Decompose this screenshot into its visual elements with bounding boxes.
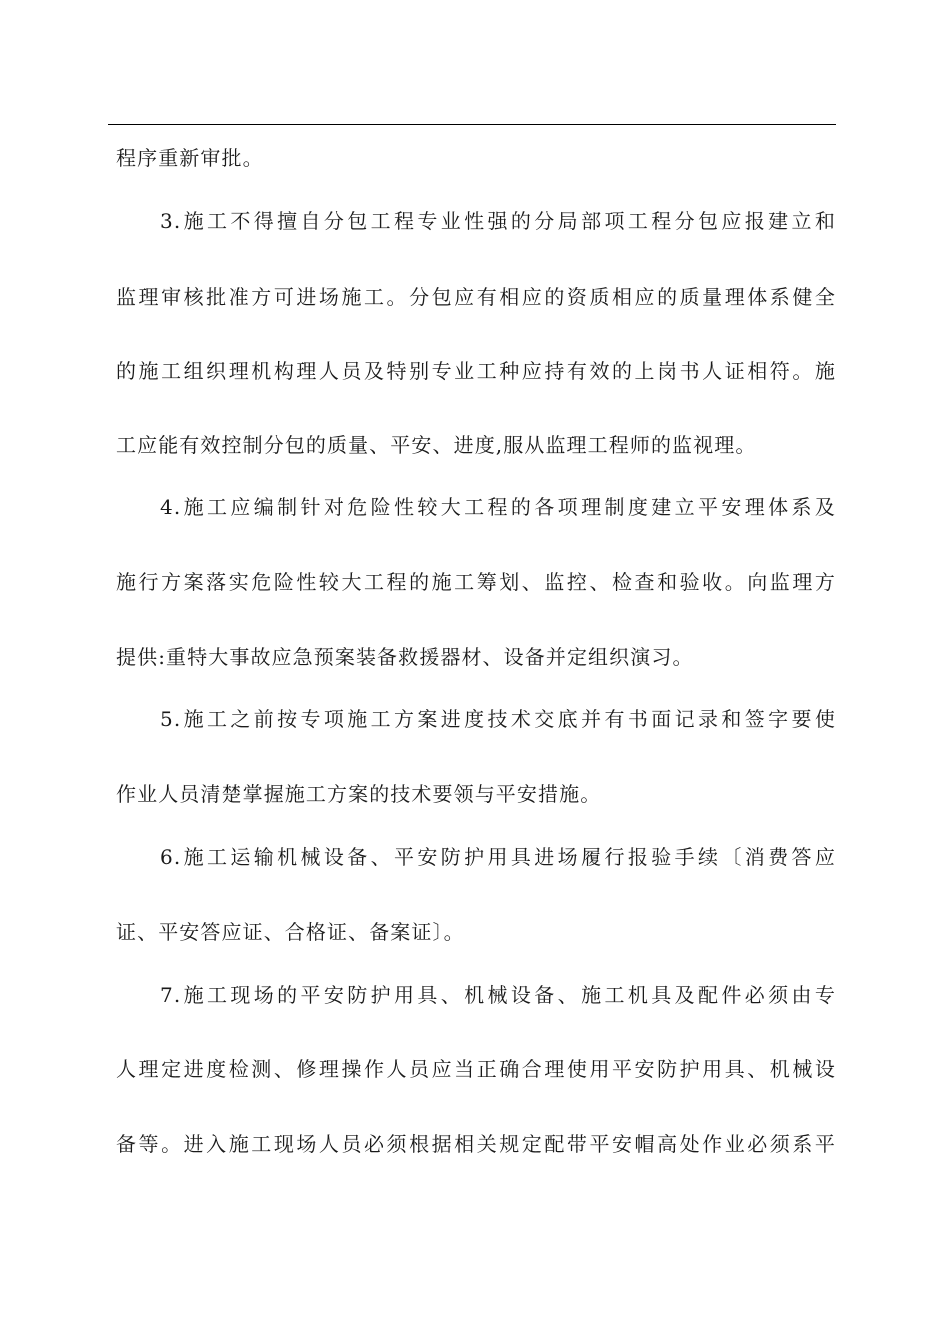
item-4-line-2: 施行方案落实危险性较大工程的施工筹划、监控、检查和验收。向监理方	[116, 570, 836, 594]
item-4-line-1: 4.施工应编制针对危险性较大工程的各项理制度建立平安理体系及	[160, 495, 836, 519]
item-7-line-2: 人理定进度检测、修理操作人员应当正确合理使用平安防护用具、机械设	[116, 1057, 836, 1081]
item-3-line-4: 工应能有效控制分包的质量、平安、进度,服从监理工程师的监视理。	[116, 433, 757, 457]
text-line-1: 程序重新审批。	[116, 146, 264, 170]
item-7-line-3: 备等。进入施工现场人员必须根据相关规定配带平安帽高处作业必须系平	[116, 1132, 836, 1156]
item-6-line-1: 6.施工运输机械设备、平安防护用具进场履行报验手续〔消费答应	[160, 845, 836, 869]
item-3-line-3: 的施工组织理机构理人员及特别专业工种应持有效的上岗书人证相符。施	[116, 359, 836, 383]
item-5-line-1: 5.施工之前按专项施工方案进度技术交底并有书面记录和签字要使	[160, 707, 836, 731]
item-3-line-1: 3.施工不得擅自分包工程专业性强的分局部项工程分包应报建立和	[160, 209, 836, 233]
item-5-line-2: 作业人员清楚掌握施工方案的技术要领与平安措施。	[116, 782, 602, 806]
item-6-line-2: 证、平安答应证、合格证、备案证〕。	[116, 920, 465, 944]
header-rule	[108, 124, 836, 125]
item-7-line-1: 7.施工现场的平安防护用具、机械设备、施工机具及配件必须由专	[160, 983, 836, 1007]
item-4-line-3: 提供:重特大事故应急预案装备救援器材、设备并定组织演习。	[116, 645, 694, 669]
item-3-line-2: 监理审核批准方可进场施工。分包应有相应的资质相应的质量理体系健全	[116, 285, 836, 309]
